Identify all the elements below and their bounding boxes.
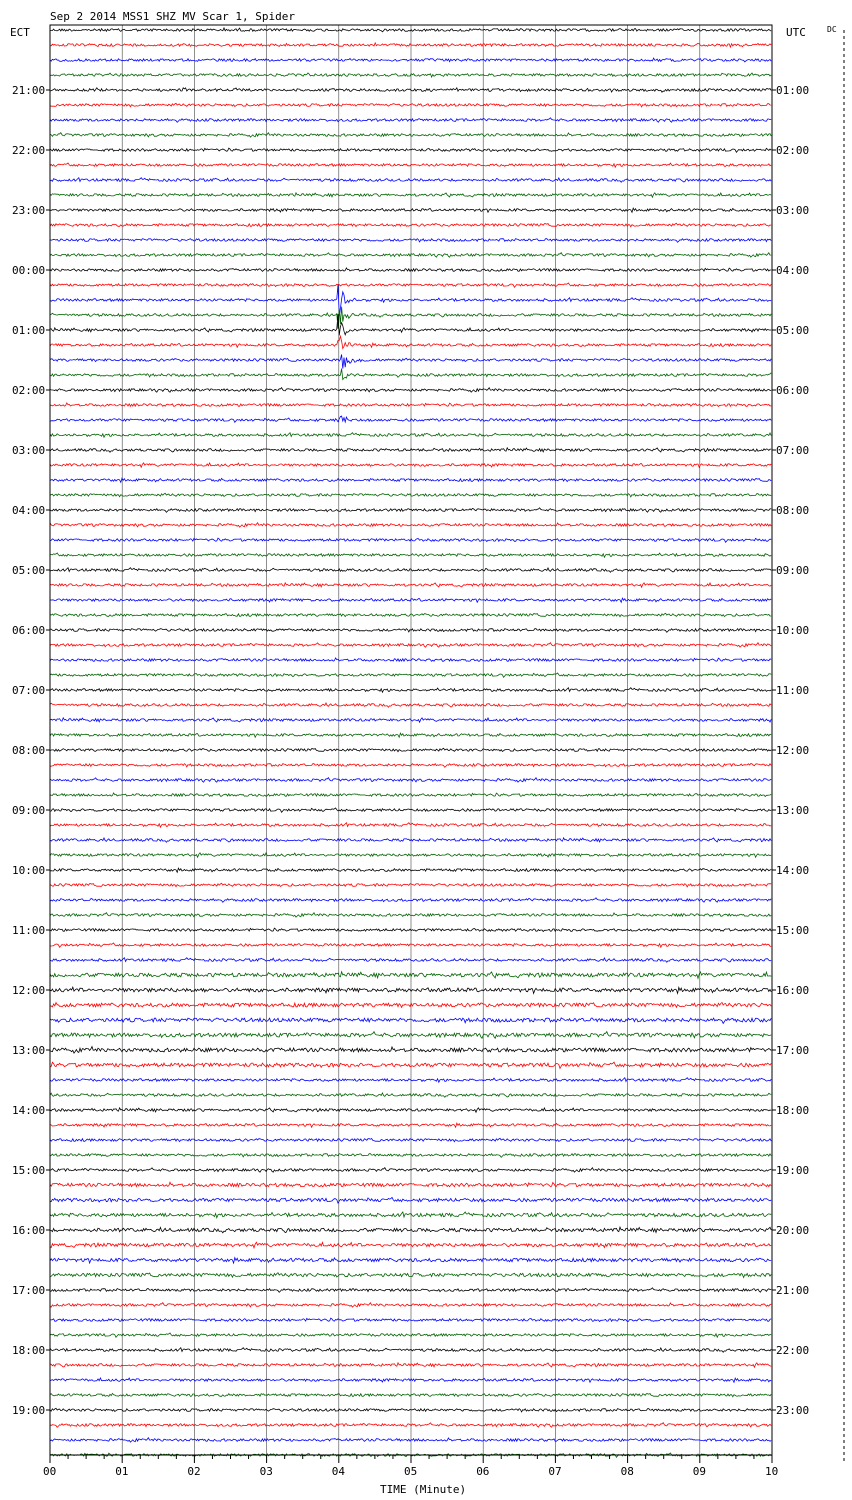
left-hour-label: 02:00 [12, 384, 46, 397]
trace [50, 223, 771, 226]
right-hour-label: 20:00 [776, 1224, 810, 1237]
right-hour-label: 12:00 [776, 744, 810, 757]
trace [50, 568, 771, 573]
trace [50, 239, 771, 243]
trace [50, 583, 771, 587]
trace [50, 523, 771, 527]
x-tick-label: 06 [476, 1465, 490, 1478]
right-hour-label: 05:00 [776, 324, 810, 337]
trace [50, 958, 771, 963]
trace [50, 178, 771, 183]
x-tick-label: 04 [331, 1465, 346, 1478]
right-hour-label: 13:00 [776, 804, 810, 817]
trace [50, 493, 771, 497]
x-axis-ticks [43, 1455, 778, 1478]
trace [50, 1288, 771, 1293]
trace [50, 193, 771, 197]
trace [50, 1438, 771, 1442]
left-axis-label: ECT [10, 26, 30, 39]
left-hour-label: 12:00 [12, 984, 46, 997]
x-tick-label: 07 [548, 1465, 562, 1478]
trace [50, 148, 771, 152]
left-hour-label: 18:00 [12, 1344, 46, 1357]
right-hour-label: 22:00 [776, 1344, 810, 1357]
trace [50, 853, 771, 858]
trace [50, 883, 771, 887]
trace [50, 1182, 771, 1186]
left-hour-label: 00:00 [12, 264, 46, 277]
trace [50, 1393, 771, 1396]
trace [50, 268, 771, 272]
trace [50, 336, 771, 348]
left-hour-label: 13:00 [12, 1044, 46, 1057]
trace [50, 1423, 771, 1428]
x-axis-label: TIME (Minute) [380, 1483, 467, 1496]
trace [50, 764, 771, 768]
trace [50, 943, 771, 947]
trace [50, 928, 771, 931]
right-hour-label: 16:00 [776, 984, 810, 997]
trace [50, 307, 771, 329]
trace [50, 718, 771, 722]
traces [50, 28, 771, 1457]
trace [50, 1333, 771, 1337]
trace [50, 118, 771, 123]
trace [50, 388, 771, 393]
trace [50, 1378, 771, 1382]
trace [50, 314, 771, 336]
right-hour-label: 17:00 [776, 1044, 810, 1057]
trace [50, 448, 771, 452]
trace [50, 793, 771, 797]
right-axis-label: UTC [786, 26, 806, 39]
trace [50, 1197, 771, 1203]
left-hour-label: 05:00 [12, 564, 46, 577]
trace [50, 913, 771, 917]
x-tick-label: 02 [187, 1465, 201, 1478]
left-hour-label: 01:00 [12, 324, 46, 337]
trace [50, 629, 771, 633]
trace [50, 208, 771, 212]
trace [50, 688, 771, 693]
trace [50, 643, 771, 648]
trace [50, 28, 771, 32]
trace [50, 1123, 771, 1127]
trace [50, 972, 771, 979]
left-hour-labels [12, 84, 50, 1417]
trace [50, 1032, 771, 1039]
x-tick-label: 03 [259, 1465, 273, 1478]
trace [50, 598, 771, 602]
left-hour-label: 07:00 [12, 684, 46, 697]
left-hour-label: 16:00 [12, 1224, 46, 1237]
trace [50, 1227, 771, 1233]
x-tick-label: 01 [115, 1465, 129, 1478]
trace [50, 703, 771, 707]
trace [50, 868, 771, 872]
trace [50, 1047, 771, 1054]
left-hour-label: 09:00 [12, 804, 46, 817]
trace [50, 823, 771, 828]
trace [50, 658, 771, 662]
trace [50, 355, 771, 369]
left-hour-label: 08:00 [12, 744, 46, 757]
trace [50, 838, 771, 842]
trace [50, 898, 771, 903]
right-hour-labels [772, 84, 809, 1417]
left-hour-label: 19:00 [12, 1404, 46, 1417]
right-hour-label: 23:00 [776, 1404, 810, 1417]
left-hour-label: 23:00 [12, 204, 46, 217]
trace [50, 613, 771, 616]
trace [50, 283, 771, 287]
right-hour-label: 02:00 [776, 144, 810, 157]
trace [50, 1212, 771, 1218]
trace [50, 673, 771, 677]
trace [50, 1242, 771, 1248]
chart-title: Sep 2 2014 MSS1 SHZ MV Scar 1, Spider [50, 10, 296, 23]
right-hour-label: 15:00 [776, 924, 810, 937]
x-tick-label: 08 [620, 1465, 634, 1478]
trace [50, 433, 771, 438]
right-hour-label: 19:00 [776, 1164, 810, 1177]
left-hour-label: 17:00 [12, 1284, 46, 1297]
trace [50, 538, 771, 542]
corner-label: DC [827, 25, 837, 34]
trace [50, 133, 771, 137]
trace [50, 285, 771, 316]
trace [50, 1108, 771, 1112]
left-hour-label: 15:00 [12, 1164, 46, 1177]
trace [50, 1168, 771, 1173]
trace [50, 553, 771, 557]
trace [50, 1154, 771, 1158]
trace [50, 103, 771, 107]
right-hour-label: 08:00 [776, 504, 810, 517]
trace [50, 1003, 771, 1008]
right-hour-label: 11:00 [776, 684, 810, 697]
trace [50, 58, 771, 62]
left-hour-label: 10:00 [12, 864, 46, 877]
trace [50, 478, 771, 482]
trace [50, 403, 771, 407]
trace [50, 1062, 771, 1068]
left-hour-label: 22:00 [12, 144, 46, 157]
trace [50, 1348, 771, 1353]
right-hour-label: 09:00 [776, 564, 810, 577]
right-hour-label: 06:00 [776, 384, 810, 397]
trace [50, 778, 771, 783]
left-hour-label: 21:00 [12, 84, 46, 97]
trace [50, 508, 771, 513]
right-hour-label: 18:00 [776, 1104, 810, 1117]
left-hour-label: 06:00 [12, 624, 46, 637]
trace [50, 733, 771, 737]
trace [50, 1273, 771, 1278]
trace [50, 1318, 771, 1321]
x-tick-label: 00 [43, 1465, 57, 1478]
trace [50, 73, 771, 77]
trace [50, 1138, 771, 1141]
trace [50, 163, 771, 167]
trace [50, 1363, 771, 1367]
trace [50, 1093, 771, 1097]
trace [50, 416, 771, 422]
left-hour-label: 03:00 [12, 444, 46, 457]
trace [50, 1078, 771, 1083]
trace [50, 1018, 771, 1024]
trace [50, 1408, 771, 1412]
right-hour-label: 01:00 [776, 84, 810, 97]
left-hour-label: 04:00 [12, 504, 46, 517]
trace [50, 1303, 771, 1308]
right-hour-label: 14:00 [776, 864, 810, 877]
trace [50, 1258, 771, 1263]
left-hour-label: 14:00 [12, 1104, 46, 1117]
right-hour-label: 03:00 [776, 204, 810, 217]
trace [50, 748, 771, 751]
left-hour-label: 11:00 [12, 924, 46, 937]
trace [50, 808, 771, 812]
right-hour-label: 04:00 [776, 264, 810, 277]
right-hour-label: 10:00 [776, 624, 810, 637]
x-tick-label: 10 [765, 1465, 779, 1478]
right-hour-label: 07:00 [776, 444, 810, 457]
x-tick-label: 09 [692, 1465, 707, 1478]
trace [50, 43, 771, 47]
trace [50, 253, 771, 258]
trace [50, 88, 771, 92]
right-hour-label: 21:00 [776, 1284, 810, 1297]
trace [50, 369, 771, 380]
x-tick-label: 05 [404, 1465, 418, 1478]
trace [50, 463, 771, 468]
trace [50, 987, 771, 993]
